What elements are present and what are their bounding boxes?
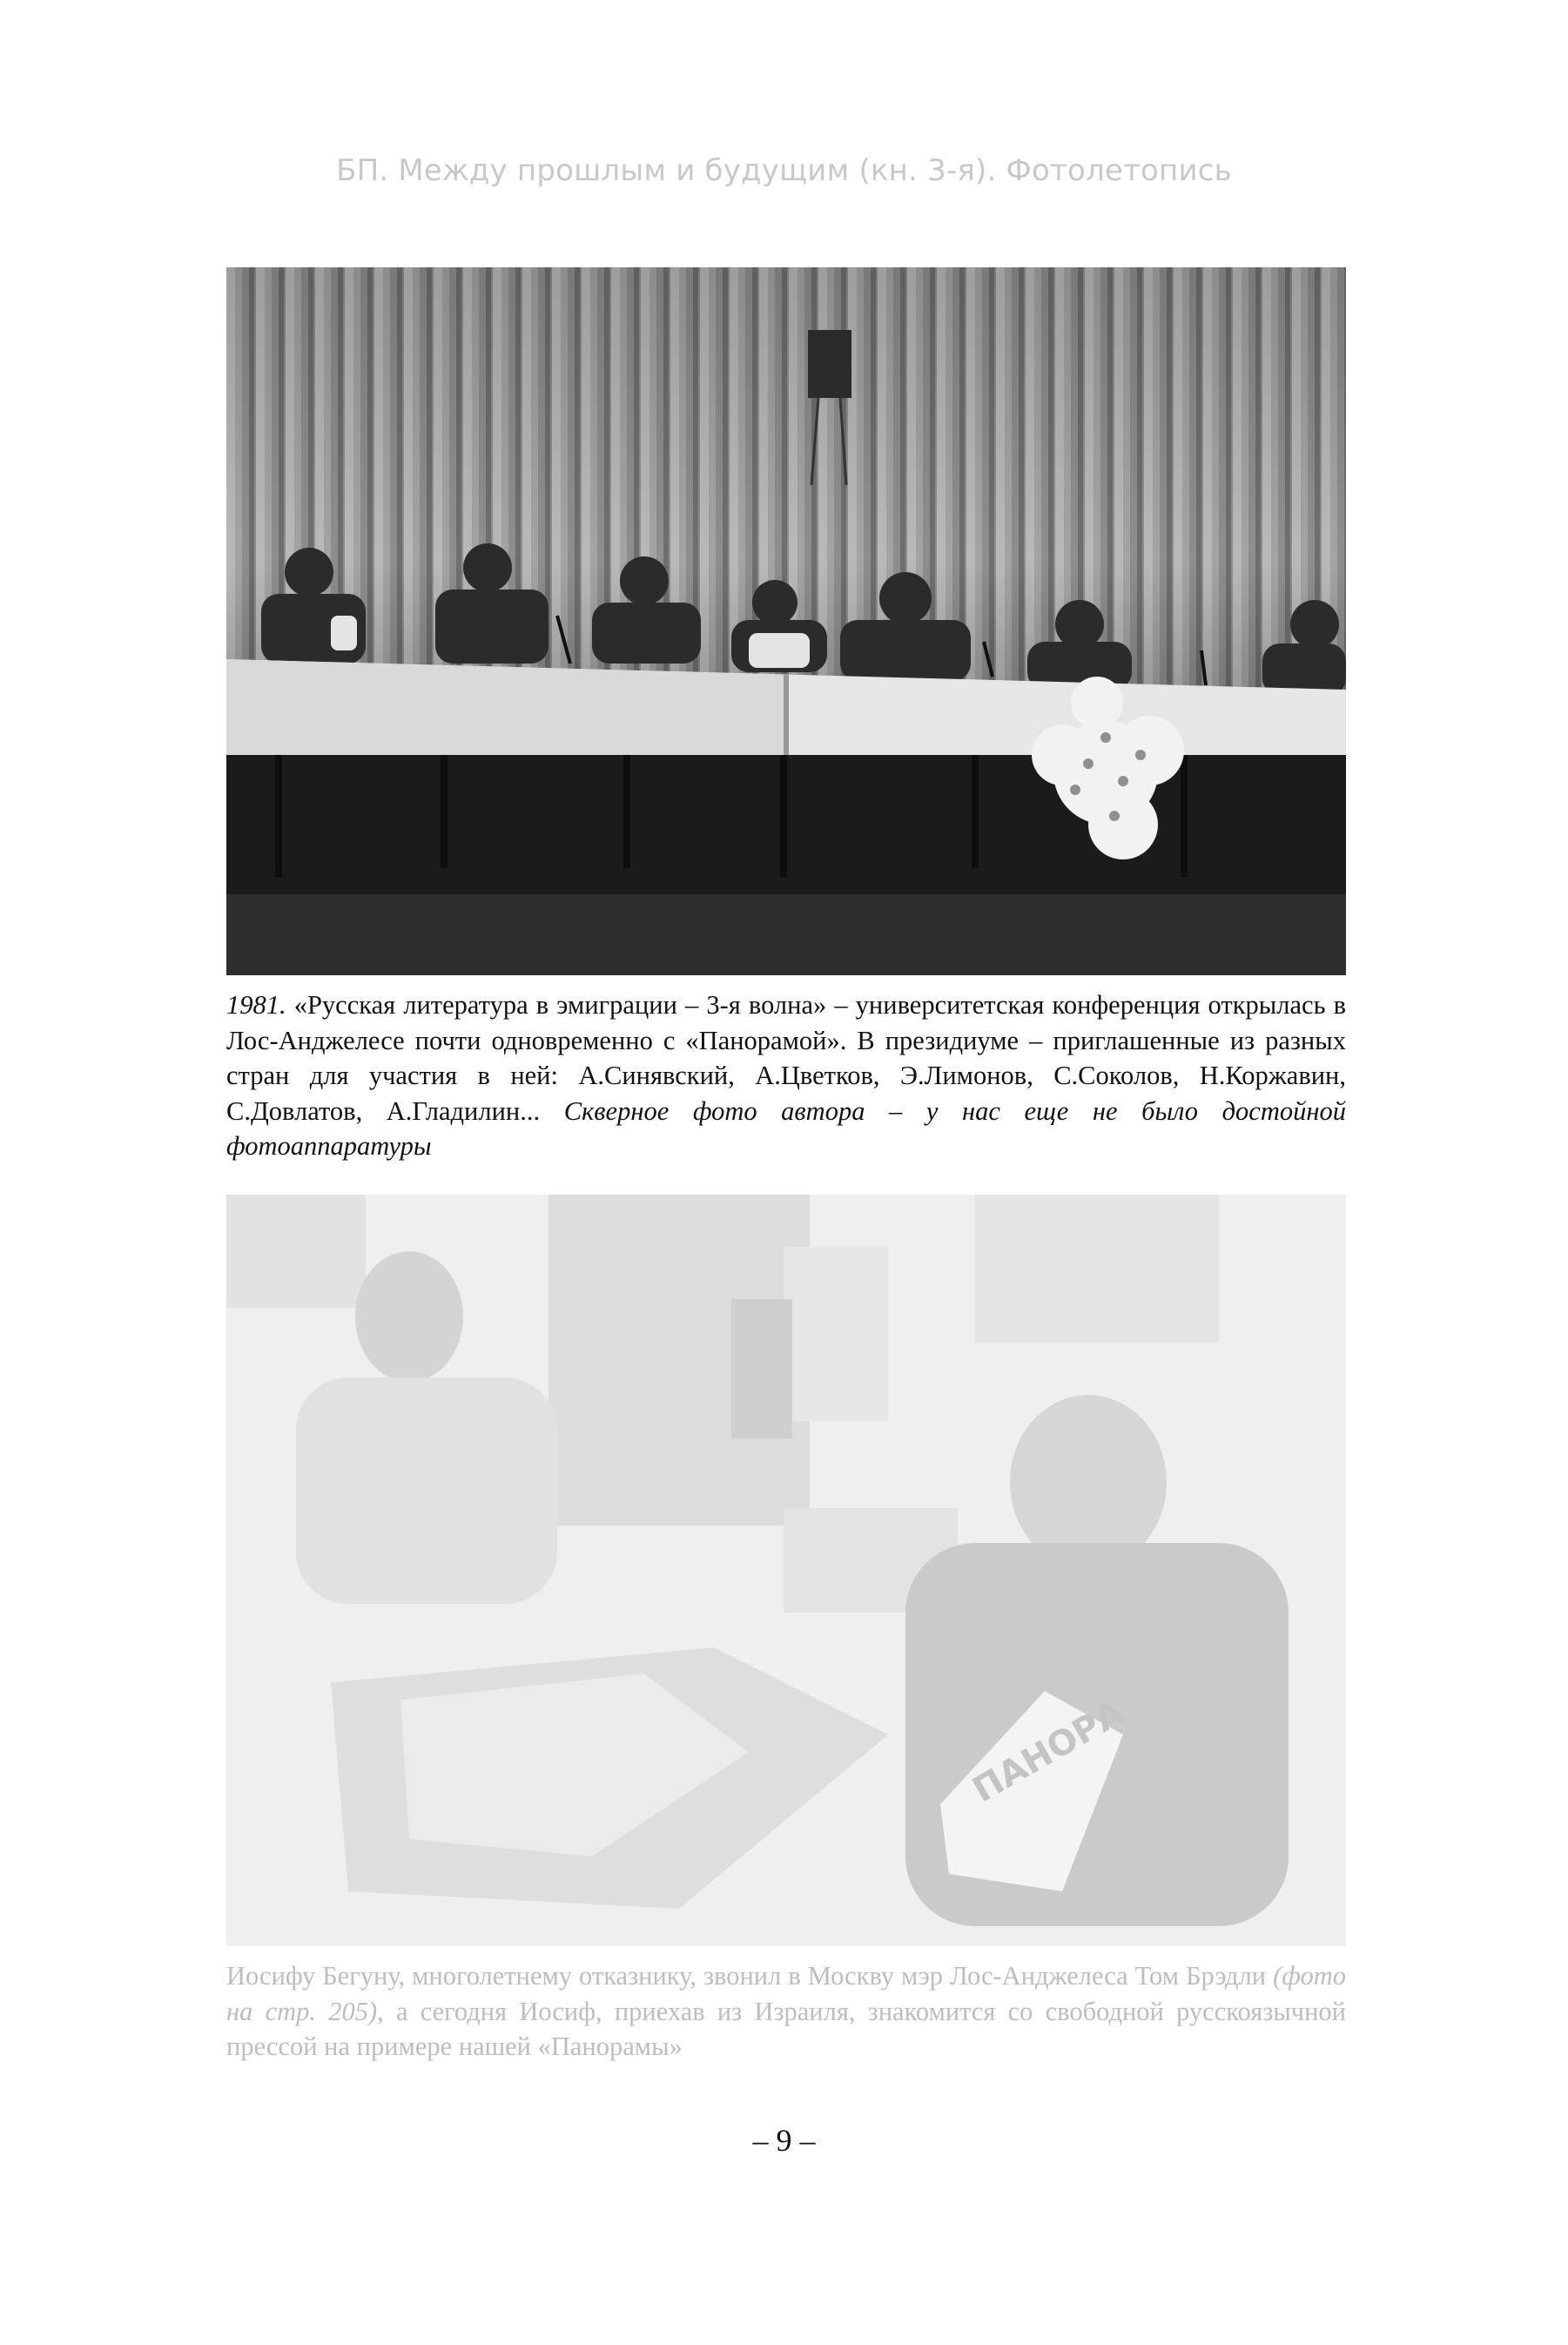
- caption-year: 1981.: [226, 990, 286, 1020]
- caption-text-part-2: , а сегодня Иосиф, приехав из Израиля, знакомится со свободной русскоязычной прессой на примере нашей «Панорамы»: [226, 1996, 1346, 2061]
- office-photo-caption: [226, 1958, 1346, 2065]
- office-photo-image: [226, 1195, 1346, 1946]
- running-header: БП. Между прошлым и будущим (кн. 3-я). Фотолетопись: [336, 153, 1232, 188]
- caption-text: «Русская литература в эмиграции – 3-я волна» – университетская конференция открылась в Лос-Анджелесе почти одновременно с «Панорамой». В президиуме – приглашенные из разных стран для участия в ней: А.Синявский, А.Цветков, Э.Лимонов, С.Соколов, Н.Коржавин, С.Довлатов, А.Гладилин...: [226, 990, 1346, 1126]
- svg-text:ПАНОРА: ПАНОРА: [966, 1692, 1132, 1811]
- page-number: – 9 –: [752, 2123, 816, 2158]
- office-photo: [226, 1195, 1346, 1946]
- conference-photo-image: [226, 267, 1346, 975]
- conference-photo-caption: [226, 987, 1346, 1164]
- caption-photo-reference: (фото на стр. 205): [226, 1961, 1346, 2026]
- conference-photo: [226, 267, 1346, 975]
- caption-author-note: Скверное фото автора – у нас еще не было достойной фотоаппаратуры: [226, 1095, 1346, 1161]
- caption-text-part-1: Иосифу Бегуну, многолетнему отказнику, звонил в Москву мэр Лос-Анджелеса Том Брэдли: [226, 1961, 1274, 1991]
